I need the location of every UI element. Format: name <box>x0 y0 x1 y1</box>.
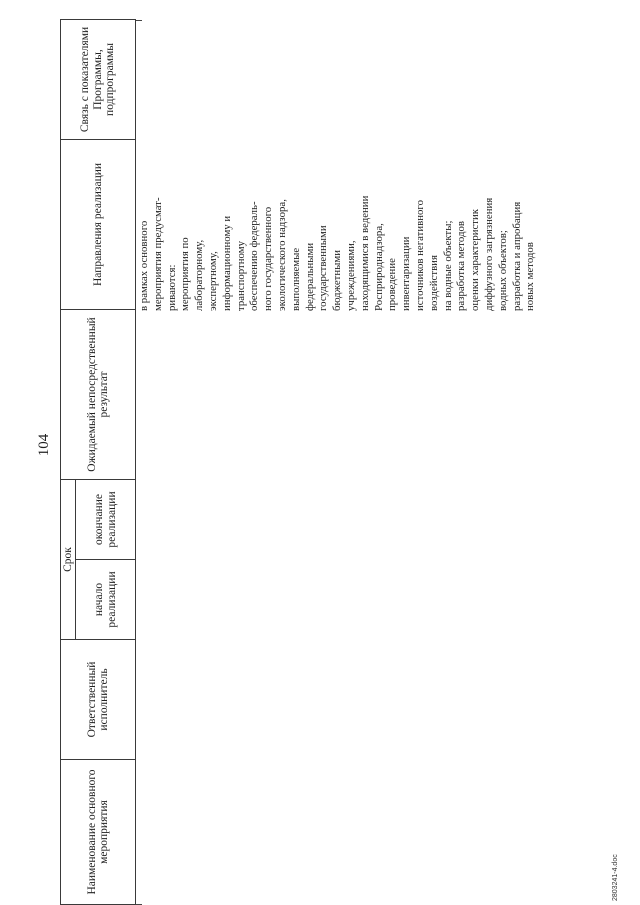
directions-line: источников негативного <box>413 200 426 311</box>
header-term-end-cell: окончание реализации <box>76 479 136 559</box>
directions-line: выполняемые <box>289 247 302 311</box>
directions-line: федеральными <box>303 242 316 311</box>
directions-line: диффузного загрязнения <box>482 197 495 311</box>
directions-line: разработка и апробация <box>510 201 523 311</box>
header-directions-cell: Направления реализации <box>61 139 136 309</box>
directions-line: риваются: <box>165 264 178 311</box>
directions-line: находящимися в ведении <box>358 195 371 311</box>
directions-line: мероприятия по <box>179 237 192 311</box>
directions-line: инвентаризации <box>400 236 413 311</box>
directions-line: государственными <box>317 225 330 311</box>
directions-line: в рамках основного <box>138 220 150 311</box>
directions-line: воздействия <box>427 255 440 311</box>
directions-line: экологического надзора, <box>275 199 288 311</box>
header-executor-cell: Ответственный исполнитель <box>61 640 136 760</box>
directions-line: экспертному, <box>206 251 219 311</box>
directions-line: новых методов <box>524 242 537 311</box>
directions-line: разработка методов <box>455 221 468 311</box>
directions-line: информационному и <box>220 215 233 311</box>
directions-line: транспортному <box>234 241 247 311</box>
directions-line: проведение <box>386 258 399 311</box>
directions-line: обеспечению федераль- <box>248 201 261 311</box>
directions-line: мероприятия предусмат- <box>151 197 164 311</box>
header-term-cell: Срок <box>61 479 76 639</box>
directions-line: водных объектов; <box>496 230 509 311</box>
directions-line: оценки характеристик <box>469 208 482 311</box>
table-right-rule <box>136 20 142 21</box>
document-code: 2803241-4.doc <box>612 854 619 901</box>
directions-line: учреждениями, <box>344 240 357 311</box>
directions-line: лабораторному, <box>193 239 206 311</box>
header-link-cell: Связь с показателями Программы, подпрограммы <box>61 19 136 139</box>
directions-line: ного государственного <box>262 206 275 311</box>
directions-line: бюджетными <box>331 250 344 311</box>
directions-line: на водные объекты; <box>441 220 454 311</box>
directions-line: Росприроднадзора, <box>372 223 385 311</box>
header-name-cell: Наименование основного мероприятия <box>61 760 136 905</box>
header-result-cell: Ожидаемый непосредственный результат <box>61 309 136 479</box>
directions-text <box>138 111 538 311</box>
page-number: 104 <box>36 433 52 457</box>
header-table <box>60 19 136 905</box>
header-term-start-cell: начало реализации <box>76 560 136 640</box>
